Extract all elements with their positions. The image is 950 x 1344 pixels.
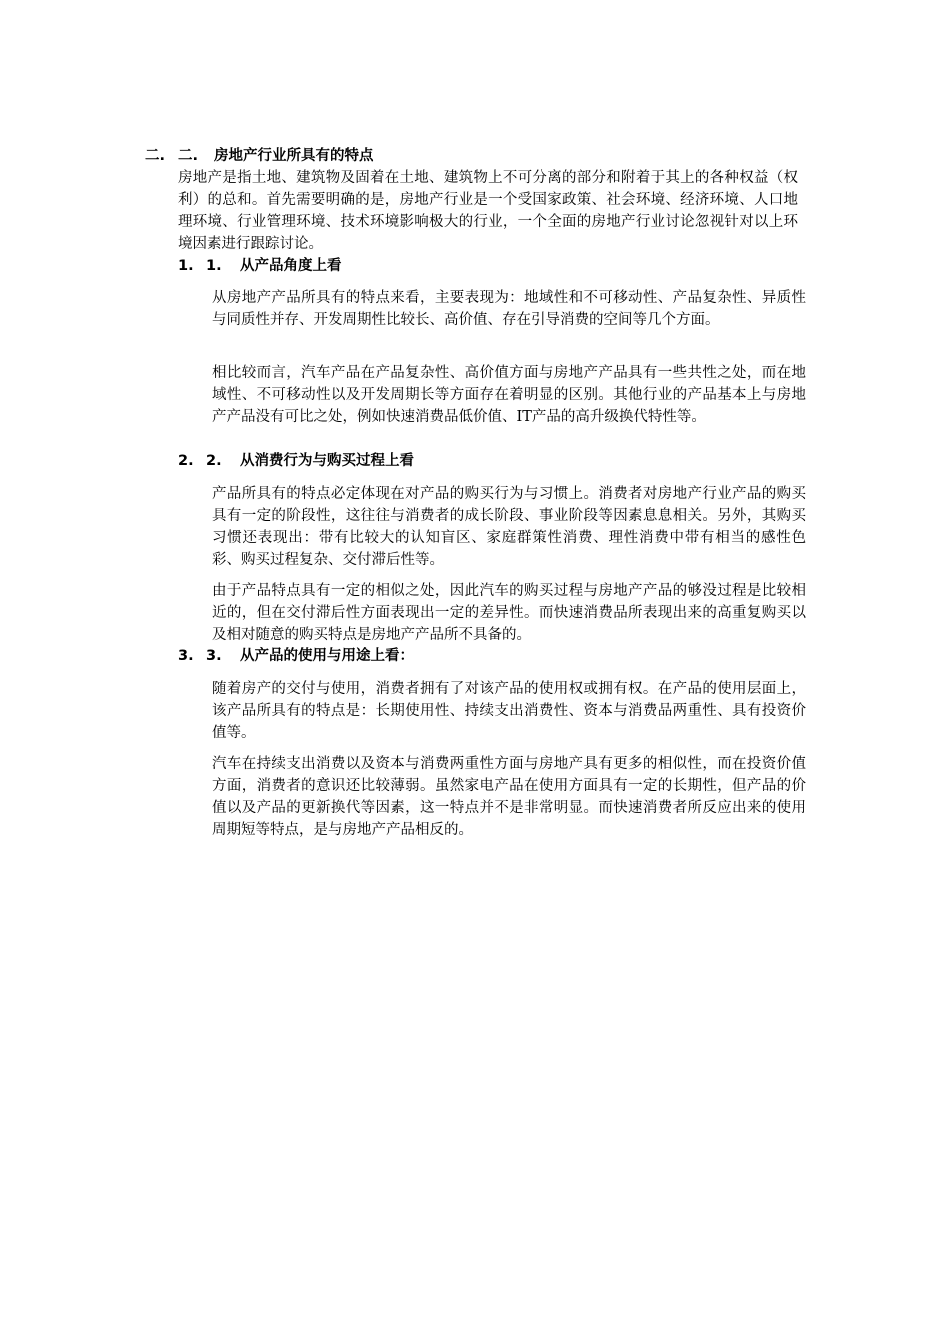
section-title: 房地产行业所具有的特点: [214, 148, 374, 164]
subsection-number: 3.: [178, 648, 194, 664]
subsection-number-secondary: 3.: [206, 648, 222, 664]
subsection-number-secondary: 2.: [206, 453, 222, 469]
subsection-number: 2.: [178, 453, 194, 469]
subsection-heading-1: [178, 256, 342, 276]
subsection-title: 从产品的使用与用途上看：: [240, 648, 414, 664]
subsection-title: 从产品角度上看: [240, 258, 342, 274]
paragraph: 汽车在持续支出消费以及资本与消费两重性方面与房地产具有更多的相似性，而在投资价值方面，消费者的意识还比较薄弱。虽然家电产品在使用方面具有一定的长期性，但产品的价值以及产品的更新换代等因素，这一特点并不是非常明显。而快速消费者所反应出来的使用周期短等特点，是与房地产产品相反的。: [212, 756, 806, 838]
subsection-heading-2: [178, 451, 414, 471]
subsection-number-secondary: 1.: [206, 258, 222, 274]
paragraph: 从房地产产品所具有的特点来看，主要表现为：地域性和不可移动性、产品复杂性、异质性与同质性并存、开发周期性比较长、高价值、存在引导消费的空间等几个方面。: [212, 290, 806, 328]
subsection-heading-3: [178, 646, 414, 666]
section-number: 二.: [145, 148, 166, 164]
section-intro-paragraph: 房地产是指土地、建筑物及固着在土地、建筑物上不可分离的部分和附着于其上的各种权益（权利）的总和。首先需要明确的是，房地产行业是一个受国家政策、社会环境、经济环境、人口地理环境、行业管理环境、技术环境影响极大的行业，一个全面的房地产行业讨论忽视针对以上环境因素进行跟踪讨论。: [178, 170, 798, 252]
subsection-number: 1.: [178, 258, 194, 274]
paragraph: 产品所具有的特点必定体现在对产品的购买行为与习惯上。消费者对房地产行业产品的购买具有一定的阶段性，这往往与消费者的成长阶段、事业阶段等因素息息相关。另外，其购买习惯还表现出：带有比较大的认知盲区、家庭群策性消费、理性消费中带有相当的感性色彩、购买过程复杂、交付滞后性等。: [212, 486, 806, 568]
paragraph: 随着房产的交付与使用，消费者拥有了对该产品的使用权或拥有权。在产品的使用层面上，该产品所具有的特点是：长期使用性、持续支出消费性、资本与消费品两重性、具有投资价值等。: [212, 681, 806, 741]
section-heading: [145, 146, 374, 166]
subsection-title: 从消费行为与购买过程上看: [240, 453, 414, 469]
paragraph: 由于产品特点具有一定的相似之处，因此汽车的购买过程与房地产产品的够没过程是比较相近的，但在交付滞后性方面表现出一定的差异性。而快速消费品所表现出来的高重复购买以及相对随意的购买特点是房地产产品所不具备的。: [212, 583, 806, 643]
paragraph: 相比较而言，汽车产品在产品复杂性、高价值方面与房地产产品具有一些共性之处，而在地域性、不可移动性以及开发周期长等方面存在着明显的区别。其他行业的产品基本上与房地产产品没有可比之处，例如快速消费品低价值、IT产品的高升级换代特性等。: [212, 365, 806, 425]
section-number-secondary: 二.: [178, 148, 199, 164]
